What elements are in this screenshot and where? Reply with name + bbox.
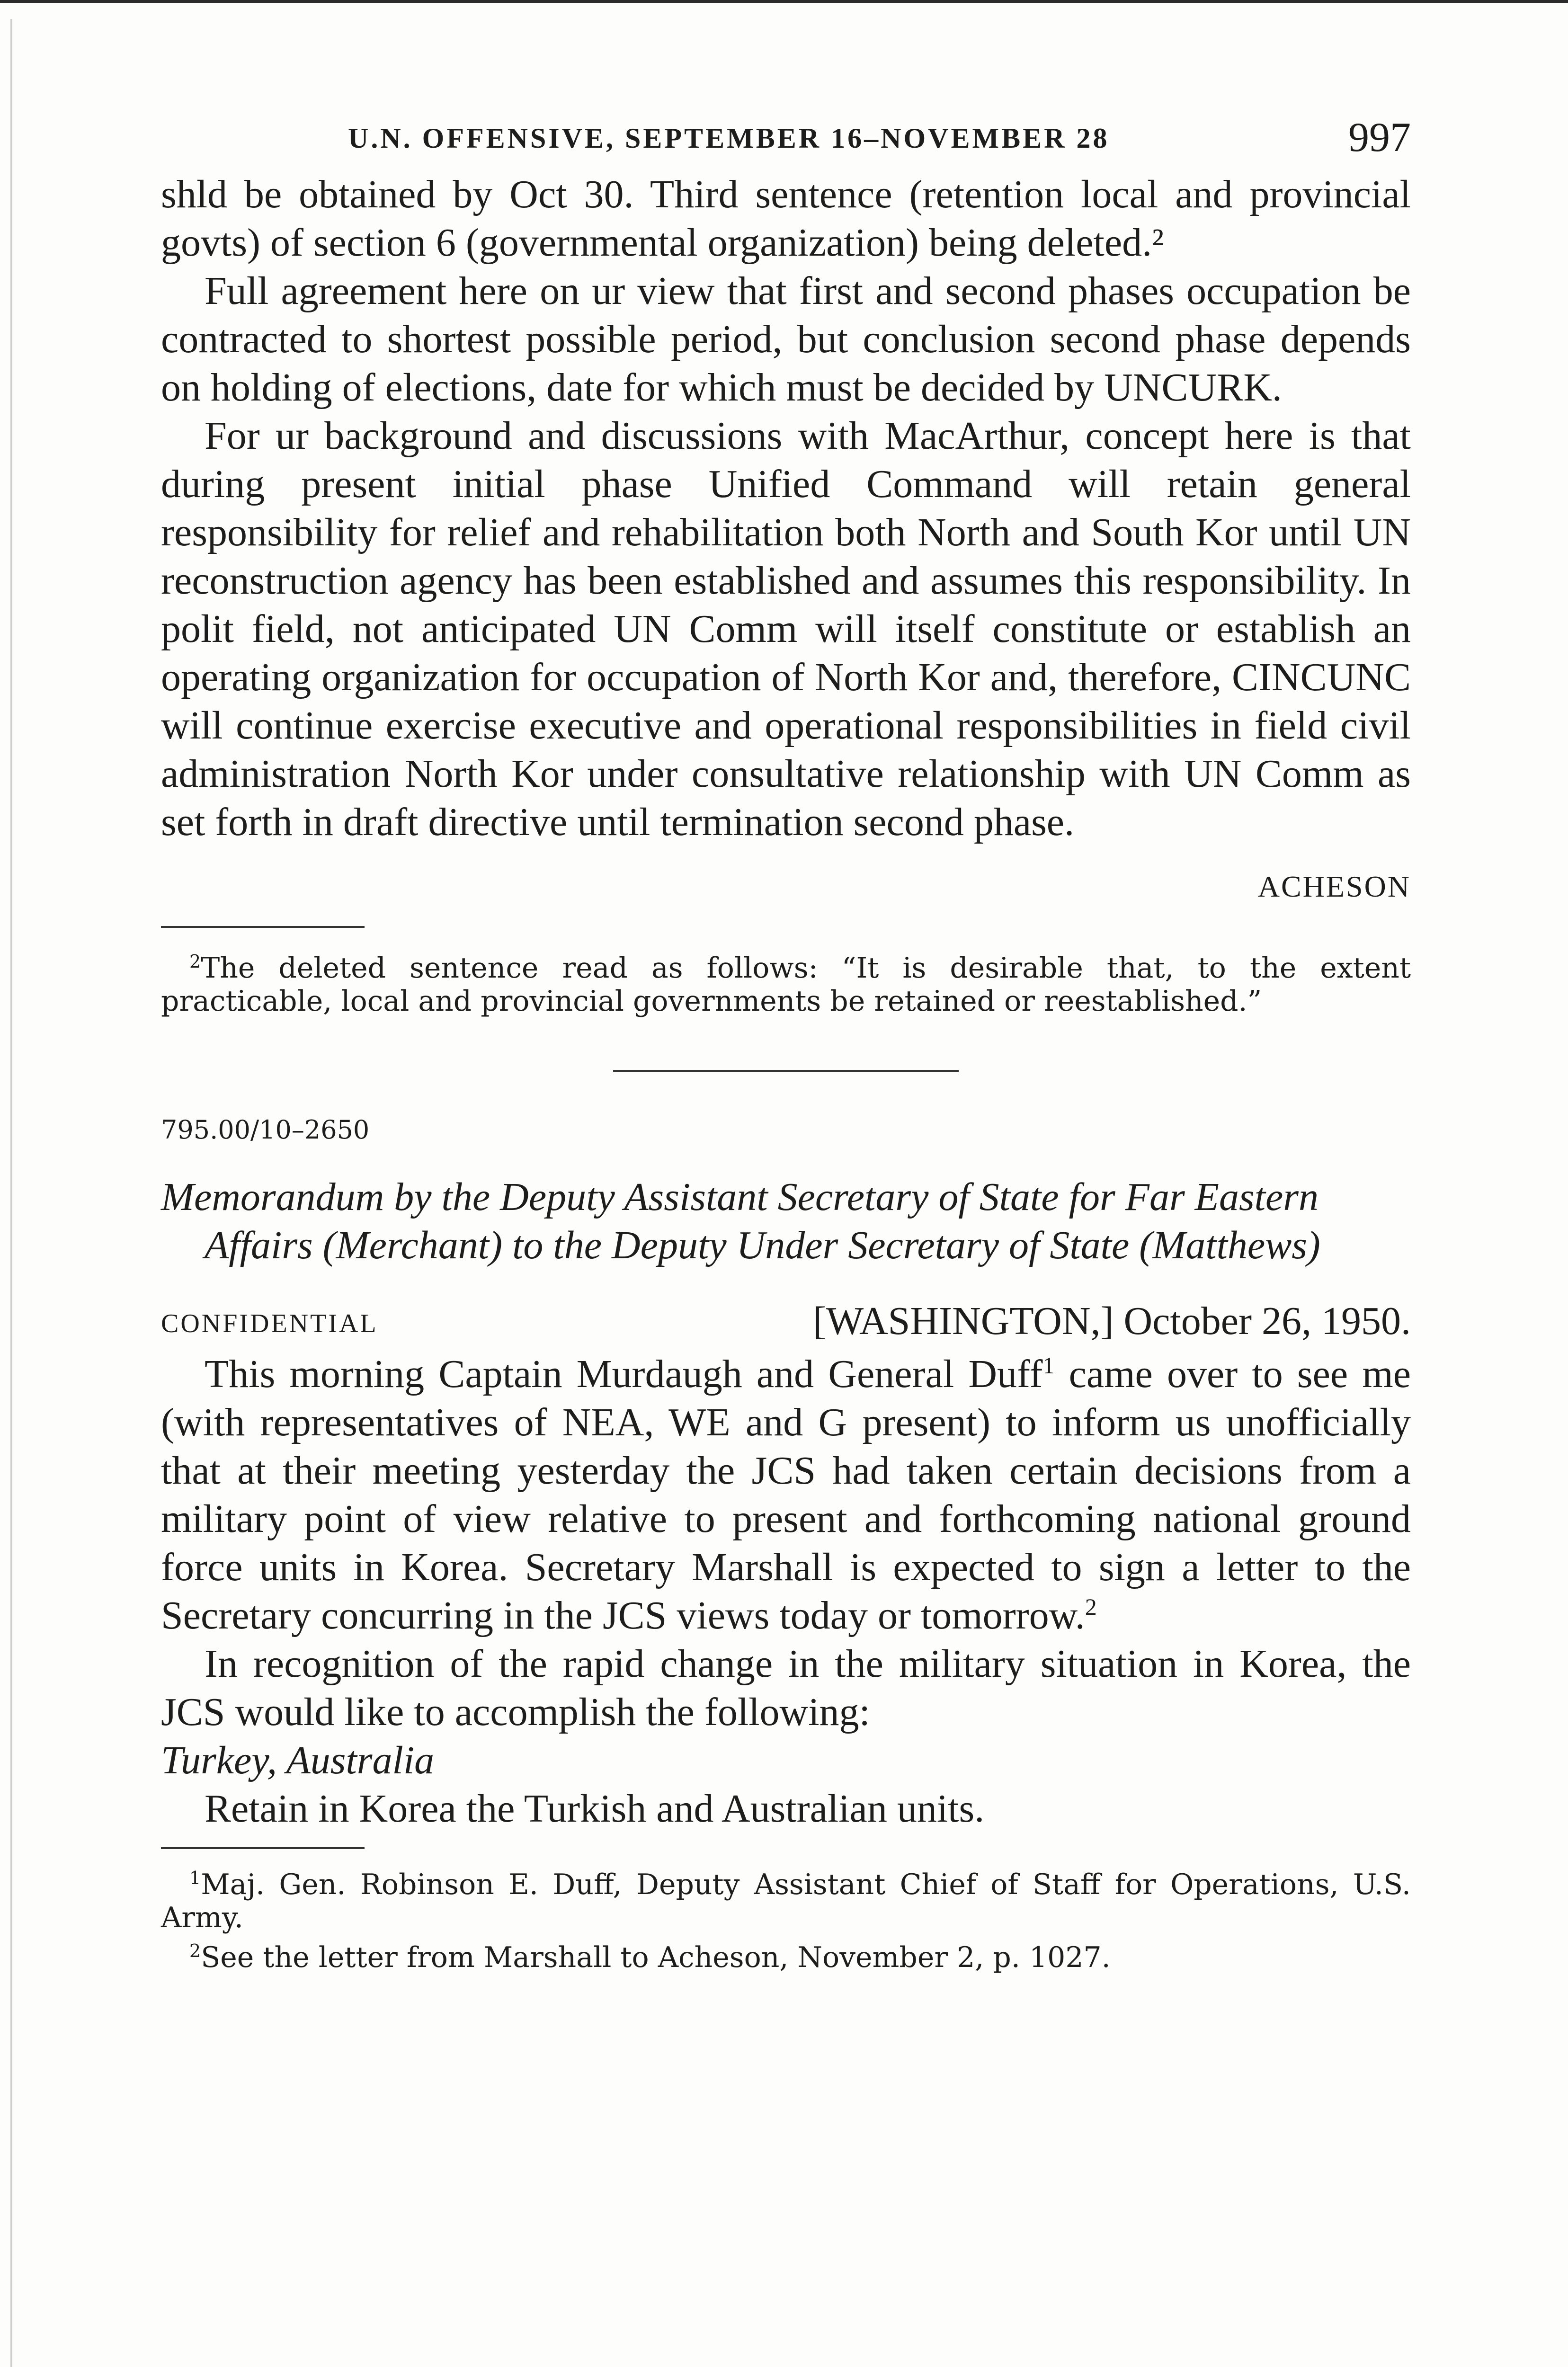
memo-footnote [161, 1934, 1411, 1974]
footnote-marker: 2 [189, 1940, 201, 1961]
memo-paragraph [161, 1350, 1411, 1640]
top-border-rule [0, 0, 1568, 3]
file-number: 795.00/10–2650 [161, 1115, 370, 1145]
dateline [161, 1298, 1411, 1350]
signature: ACHESON [1257, 870, 1411, 903]
footnote-reference: 2 [1085, 1593, 1097, 1620]
telegram-footnote [161, 945, 1411, 1018]
page-content [161, 114, 1411, 1974]
classification: CONFIDENTIAL [161, 1309, 378, 1338]
telegram-paragraph: For ur background and discussions with MacArthur, concept here is that during present initial phase Unified Command will retain general responsibility for relief and rehabilitation both North and South Kor until UN reconstruction agency has been established and assumes this responsibility. In polit field, not anticipated UN Comm will itself constitute or establish an operating organization for occupation of North Kor and, therefore, CINCUNC will continue exercise executive and operational responsibilities in field civil administration North Kor under consultative relationship with UN Comm as set forth in draft directive until termination second phase. [161, 414, 1411, 844]
footnote-text: Maj. Gen. Robinson E. Duff, Deputy Assistant Chief of Staff for Operations, U.S. Army. [161, 1868, 1411, 1934]
footnote-rule [161, 926, 365, 928]
footnote-marker: 1 [189, 1868, 201, 1888]
memo-title: Memorandum by the Deputy Assistant Secretary of State for Far Eastern Affairs (Merchant) to the Deputy Under Secretary of State (Matthews) [161, 1175, 1320, 1267]
telegram-body [161, 170, 1411, 846]
running-head [161, 114, 1411, 166]
memo-paragraph: Retain in Korea the Turkish and Australian units. [205, 1787, 985, 1831]
memo-paragraph: In recognition of the rapid change in the military situation in Korea, the JCS would like to accomplish the following: [161, 1642, 1411, 1734]
memo-footnote [161, 1861, 1411, 1934]
footnote-marker: 2 [189, 951, 201, 972]
running-head-title: U.N. OFFENSIVE, SEPTEMBER 16–NOVEMBER 28 [348, 123, 1110, 154]
section-divider [613, 1070, 959, 1072]
memo-text: This morning Captain Murdaugh and General Duff [205, 1352, 1043, 1396]
page-number: 997 [1348, 115, 1411, 160]
memo-subheading: Turkey, Australia [161, 1738, 435, 1782]
footnote-text: See the letter from Marshall to Acheson, November 2, p. 1027. [201, 1941, 1111, 1974]
telegram-paragraph: Full agreement here on ur view that first and second phases occupation be contracted to shortest possible period, but conclusion second phase depends on holding of elections, date for which must be decided by UNCURK. [161, 269, 1411, 409]
memo-text: came over to see me (with representatives of NEA, WE and G present) to inform us unofficially that at their meeting yesterday the JCS had taken certain decisions from a military point of view relative to present and forthcoming national ground force units in Korea. Secretary Marshall is expected to sign a letter to the Secretary concurring in the JCS views today or tomorrow. [161, 1352, 1411, 1637]
page-edge-line [10, 19, 12, 2367]
footnote-rule [161, 1847, 365, 1849]
telegram-paragraph: shld be obtained by Oct 30. Third sentence (retention local and provincial govts) of section 6 (governmental organization) being deleted.² [161, 172, 1411, 265]
memo-date: [WASHINGTON,] October 26, 1950. [813, 1299, 1411, 1343]
footnote-reference: 1 [1042, 1352, 1055, 1379]
footnote-text: The deleted sentence read as follows: “It is desirable that, to the extent practicable, local and provincial governments be retained or reestablished.” [161, 952, 1411, 1018]
